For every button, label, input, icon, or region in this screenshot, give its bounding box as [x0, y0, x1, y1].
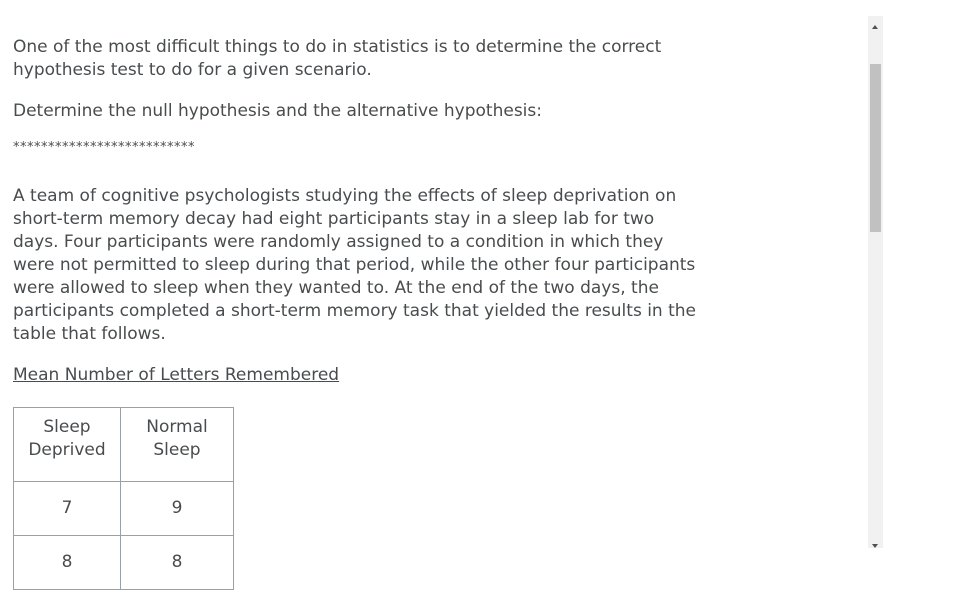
table-cell: 7 — [14, 482, 121, 536]
table-row — [14, 482, 234, 536]
instruction-paragraph: Determine the null hypothesis and the alternative hypothesis: — [13, 101, 542, 121]
intro-paragraph: One of the most difficult things to do in statistics is to determine the correct hypothesis test to do for a given scenario. — [13, 37, 662, 80]
column-header-normal-sleep: Normal Sleep — [121, 408, 234, 482]
scroll-up-arrow-icon[interactable] — [872, 25, 878, 29]
table-cell: 9 — [121, 482, 234, 536]
table-cell: 8 — [121, 536, 234, 590]
separator: ************************** — [13, 140, 195, 155]
table-title: Mean Number of Letters Remembered — [13, 365, 340, 385]
table-row — [14, 536, 234, 590]
table-header-row — [14, 408, 234, 482]
question-content — [13, 36, 703, 590]
scenario-paragraph: A team of cognitive psychologists studying the effects of sleep deprivation on short-term memory decay had eight participants stay in a sleep lab for two days. Four participants were randomly assigned to a condition in which they were not permitted to sleep during that period, while the other four participants were allowed to sleep when they wanted to. At the end of the two days, the participants completed a short-term memory task that yielded the results in the table that follows. — [13, 186, 697, 344]
results-table — [13, 407, 234, 590]
table-cell: 8 — [14, 536, 121, 590]
scrollbar-thumb[interactable] — [870, 64, 881, 232]
vertical-scrollbar[interactable] — [868, 16, 883, 548]
column-header-sleep-deprived: Sleep Deprived — [14, 408, 121, 482]
scroll-down-arrow-icon[interactable] — [872, 544, 878, 548]
